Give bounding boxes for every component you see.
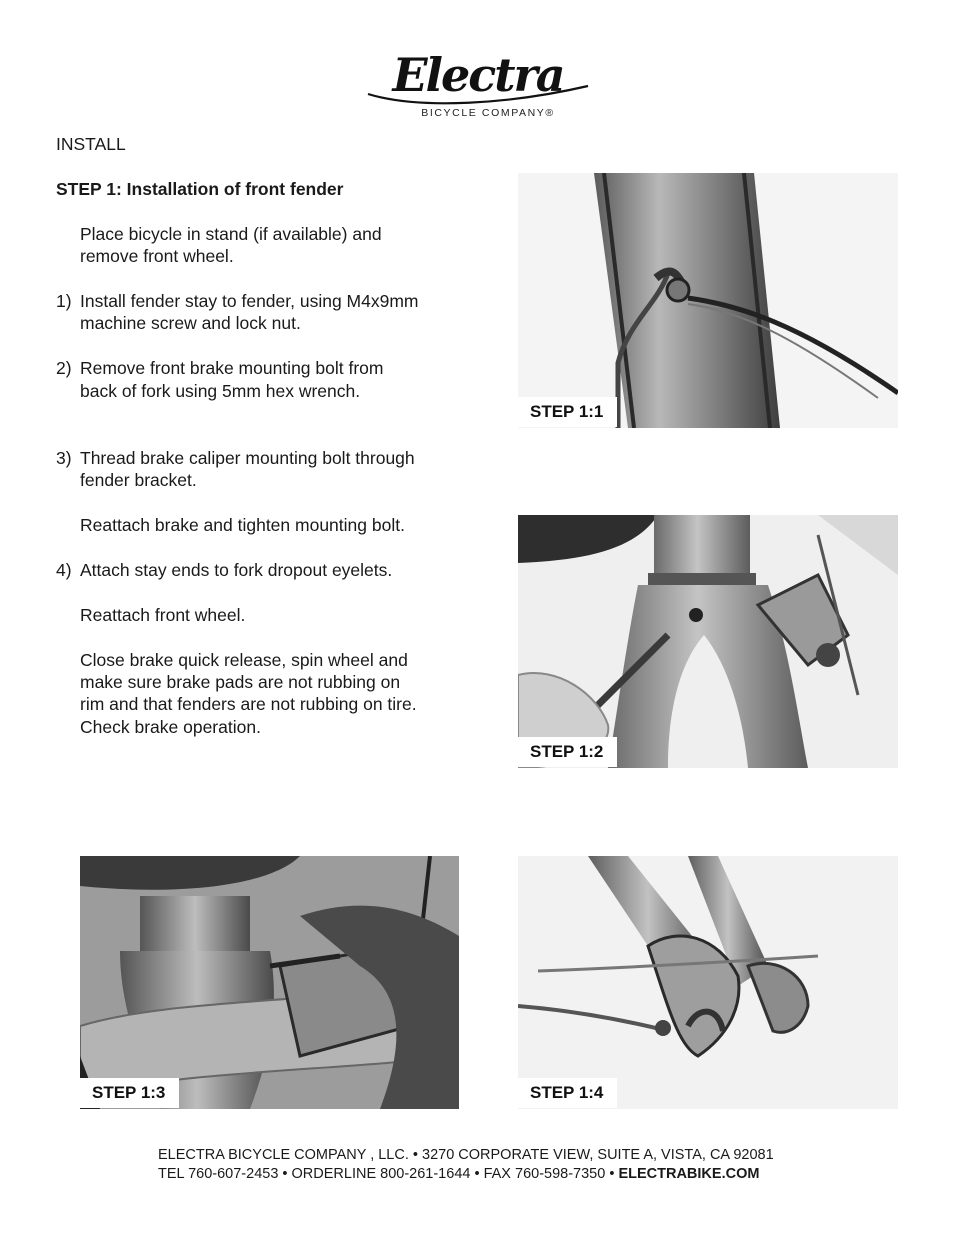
- caption-step-1-3: STEP 1:3: [80, 1078, 179, 1108]
- step-4-line-1: Attach stay ends to fork dropout eyelets.: [80, 560, 393, 580]
- reattach-brake-note: Reattach brake and tighten mounting bolt.: [80, 515, 405, 535]
- step-number-1: 1): [56, 291, 72, 311]
- section-label: INSTALL: [56, 134, 126, 154]
- step-number-3: 3): [56, 448, 72, 468]
- intro-line-2: remove front wheel.: [80, 246, 234, 266]
- caption-step-1-4: STEP 1:4: [518, 1078, 617, 1108]
- step-3-line-1: Thread brake caliper mounting bolt through: [80, 448, 415, 468]
- intro-line-1: Place bicycle in stand (if available) and: [80, 224, 382, 244]
- step-number-4: 4): [56, 560, 72, 580]
- hex-wrench-brake-bolt-photo-icon: [518, 515, 898, 768]
- step-number-2: 2): [56, 358, 72, 378]
- photo-step-1-4: [518, 856, 898, 1109]
- electra-logo: [360, 48, 592, 122]
- step-heading: STEP 1: Installation of front fender: [56, 179, 344, 199]
- photo-step-1-1: [518, 173, 898, 428]
- brake-caliper-mounting-photo-icon: [80, 856, 459, 1109]
- check-line-1: Close brake quick release, spin wheel and: [80, 650, 408, 670]
- reattach-wheel-note: Reattach front wheel.: [80, 605, 246, 625]
- logo-swash-icon: [360, 80, 592, 110]
- photo-step-1-3: [80, 856, 459, 1109]
- step-1-line-2: machine screw and lock nut.: [80, 313, 301, 333]
- footer-website-link[interactable]: ELECTRABIKE.COM: [618, 1166, 760, 1182]
- fork-fender-stay-photo-icon: [518, 173, 898, 428]
- check-line-4: Check brake operation.: [80, 717, 261, 737]
- step-1-line-1: Install fender stay to fender, using M4x9mm: [80, 291, 419, 311]
- logo-wordmark: Electra: [392, 48, 564, 102]
- footer-phone-fax: TEL 760-607-2453 • ORDERLINE 800-261-1644 • FAX 760-598-7350 •: [158, 1166, 619, 1182]
- footer-address: ELECTRA BICYCLE COMPANY , LLC. • 3270 CORPORATE VIEW, SUITE A, VISTA, CA 92081: [158, 1147, 774, 1163]
- photo-step-1-2: [518, 515, 898, 768]
- caption-step-1-2: STEP 1:2: [518, 737, 617, 767]
- caption-step-1-1: STEP 1:1: [518, 397, 617, 427]
- logo-subtitle: BICYCLE COMPANY®: [421, 107, 555, 119]
- step-2-line-2: back of fork using 5mm hex wrench.: [80, 381, 361, 401]
- step-2-line-1: Remove front brake mounting bolt from: [80, 358, 384, 378]
- check-line-2: make sure brake pads are not rubbing on: [80, 672, 401, 692]
- fork-dropout-eyelets-photo-icon: [518, 856, 898, 1109]
- check-line-3: rim and that fenders are not rubbing on tire.: [80, 694, 417, 714]
- footer-contact: [158, 1165, 759, 1184]
- step-3-line-2: fender bracket.: [80, 470, 197, 490]
